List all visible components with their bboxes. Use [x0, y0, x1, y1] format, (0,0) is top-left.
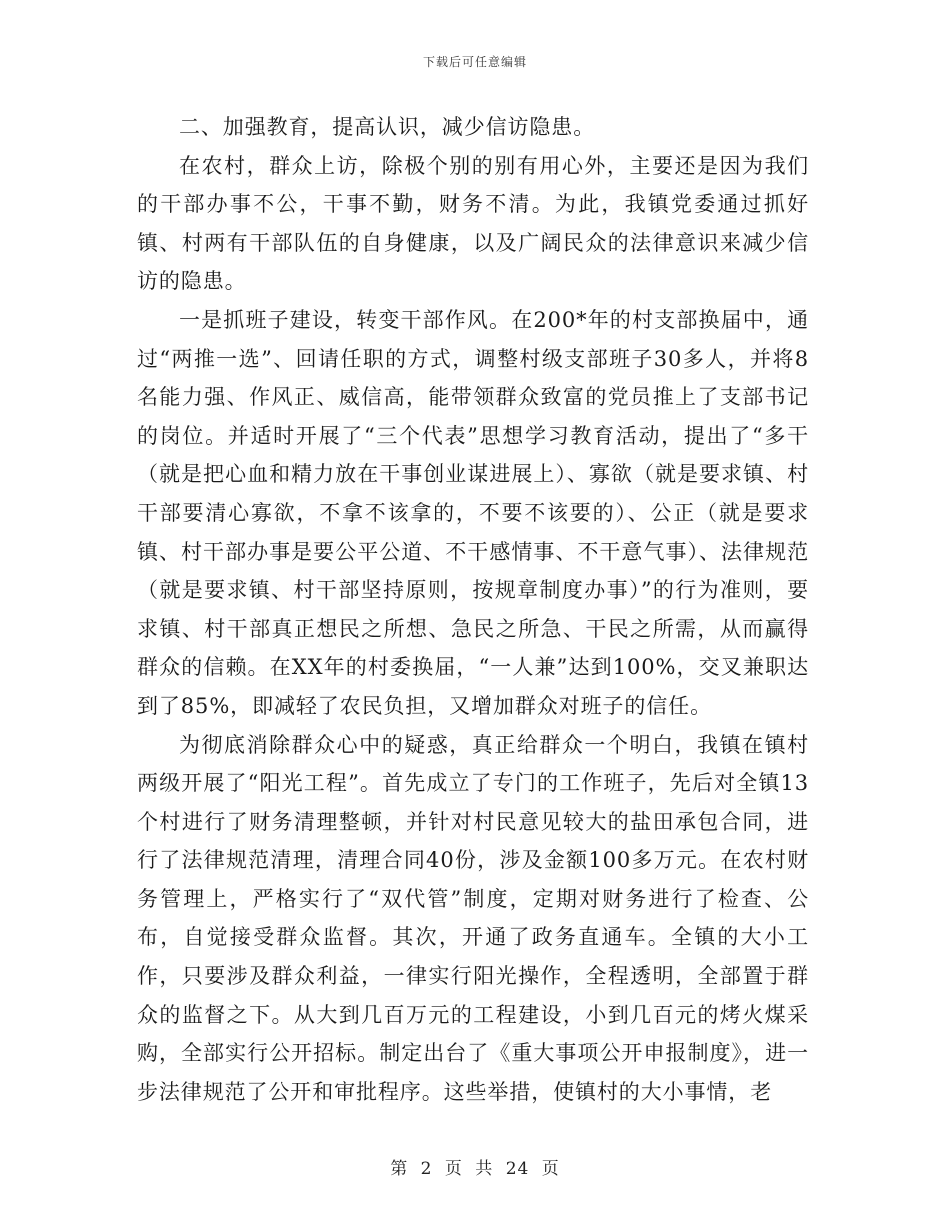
- page-header: 下载后可任意编辑: [422, 55, 527, 69]
- document-body: [137, 108, 809, 1111]
- section-heading: 二、加强教育，提高认识，减少信访隐患。: [179, 115, 596, 139]
- page-number-footer: 第 2 页 共 24 页: [390, 1159, 560, 1179]
- body-paragraph: 一是抓班子建设，转变干部作风。在200*年的村支部换届中，通过“两推一选”、回请任职的方式，调整村级支部班子30多人，并将8名能力强、作风正、威信高，能带领群众致富的党员推上了支部书记的岗位。并适时开展了“三个代表”思想学习教育活动，提出了“多干（就是把心血和精力放在干事创业谋进展上）、寡欲（就是要求镇、村干部要清心寡欲，不拿不该拿的，不要不该要的）、公正（就是要求镇、村干部办事是要公平公道、不干感情事、不干意气事）、法律规范（就是要求镇、村干部坚持原则，按规章制度办事）”的行为准则，要求镇、村干部真正想民之所想、急民之所急、干民之所需，从而赢得群众的信赖。在XX年的村委换届，“一人兼”达到100%，交叉兼职达到了85%，即减轻了农民负担，又增加群众对班子的信任。: [137, 307, 809, 718]
- body-paragraph: 在农村，群众上访，除极个别的别有用心外，主要还是因为我们的干部办事不公，干事不勤，财务不清。为此，我镇党委通过抓好镇、村两有干部队伍的自身健康，以及广阔民众的法律意识来减少信访的隐患。: [137, 153, 809, 294]
- body-paragraph: 为彻底消除群众心中的疑惑，真正给群众一个明白，我镇在镇村两级开展了“阳光工程”。首先成立了专门的工作班子，先后对全镇13个村进行了财务清理整顿，并针对村民意见较大的盐田承包合同，进行了法律规范清理，清理合同40份，涉及金额100多万元。在农村财务管理上，严格实行了“双代管”制度，定期对财务进行了检查、公布，自觉接受群众监督。其次，开通了政务直通车。全镇的大小工作，只要涉及群众利益，一律实行阳光操作，全程透明，全部置于群众的监督之下。从大到几百万元的工程建设，小到几百元的烤火煤采购，全部实行公开招标。制定出台了《重大事项公开申报制度》，进一步法律规范了公开和审批程序。这些举措，使镇村的大小事情，老: [137, 732, 809, 1104]
